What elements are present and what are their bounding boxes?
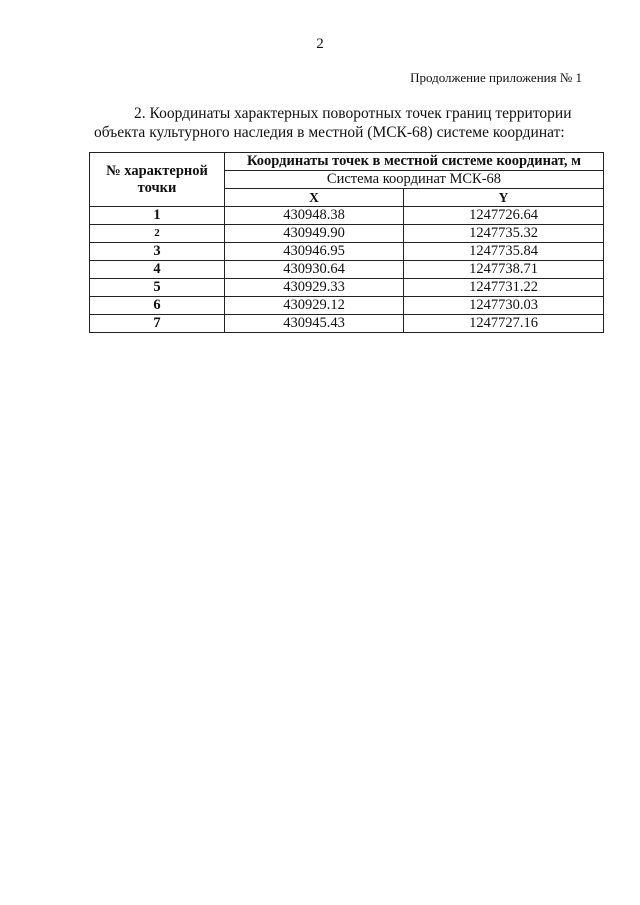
y-value: 1247735.84 [404,243,604,261]
point-number: 2 [90,225,225,243]
x-value: 430946.95 [225,243,404,261]
table-row [90,207,604,225]
x-value: 430945.43 [225,315,404,333]
point-number: 7 [90,315,225,333]
section-heading [94,104,594,142]
section-heading-line-1: 2. Координаты характерных поворотных точек границ территории [134,105,572,122]
y-value: 1247738.71 [404,261,604,279]
x-value: 430949.90 [225,225,404,243]
table-row [90,225,604,243]
header-point-number: № характерной точки [90,153,225,207]
section-heading-line-2: объекта культурного наследия в местной (МСК-68) системе координат: [94,124,565,141]
point-number: 1 [90,207,225,225]
x-value: 430930.64 [225,261,404,279]
header-y: Y [404,189,604,207]
point-number: 6 [90,297,225,315]
point-number: 5 [90,279,225,297]
point-number: 4 [90,261,225,279]
table-row [90,315,604,333]
header-x: X [225,189,404,207]
x-value: 430929.12 [225,297,404,315]
table-row [90,279,604,297]
coordinate-system-name: Система координат МСК-68 [225,171,604,189]
continuation-note: Продолжение приложения № 1 [410,70,582,85]
table-row [90,261,604,279]
x-value: 430929.33 [225,279,404,297]
table-row [90,297,604,315]
coordinates-table [89,152,604,333]
page-number: 2 [316,36,324,52]
x-value: 430948.38 [225,207,404,225]
table-header-row [90,153,604,171]
table-row [90,243,604,261]
point-number: 3 [90,243,225,261]
y-value: 1247726.64 [404,207,604,225]
y-value: 1247731.22 [404,279,604,297]
y-value: 1247727.16 [404,315,604,333]
header-coordinates: Координаты точек в местной системе координат, м [225,153,604,171]
y-value: 1247730.03 [404,297,604,315]
y-value: 1247735.32 [404,225,604,243]
